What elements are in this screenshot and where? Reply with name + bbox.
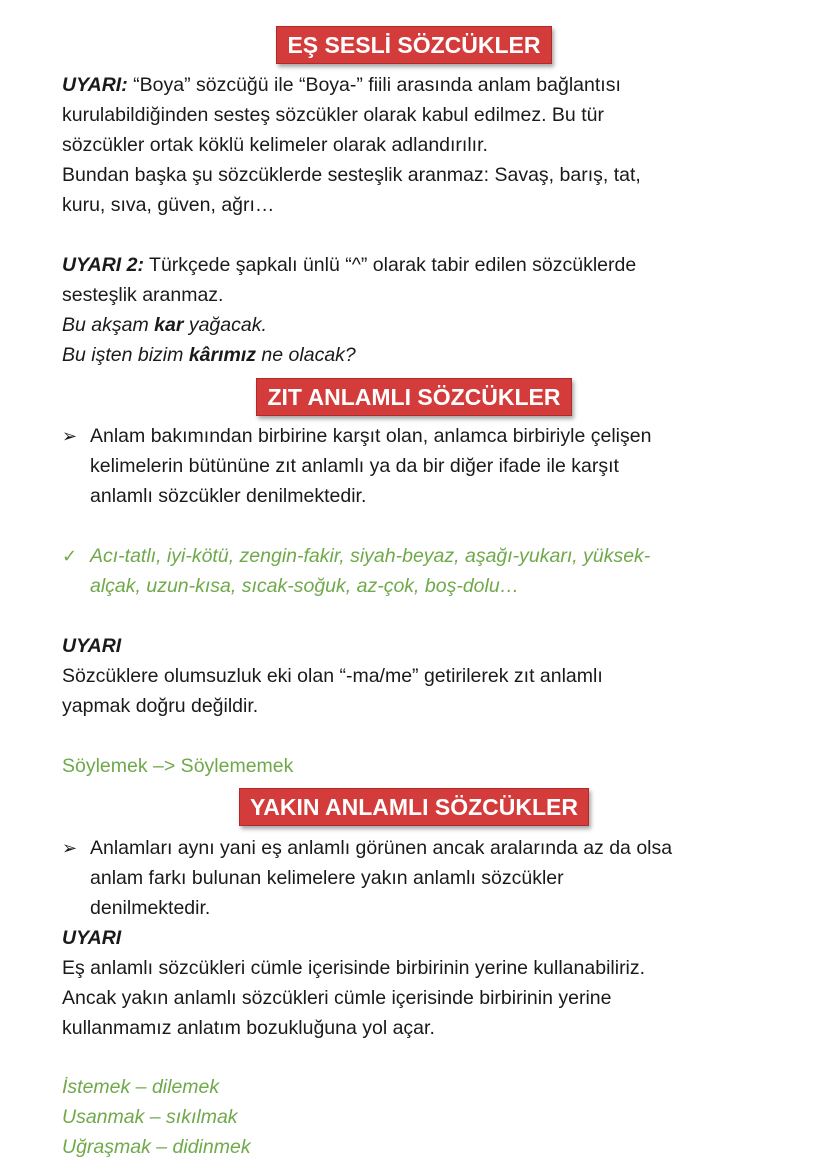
- es-sesli-line5: kuru, sıva, güven, ağrı…: [62, 194, 275, 216]
- example1-post: yağacak.: [183, 314, 267, 336]
- example2-pre: Bu işten bizim: [62, 344, 189, 366]
- es-sesli-line3: sözcükler ortak köklü kelimeler olarak adlandırılır.: [62, 134, 488, 156]
- es-sesli-title: EŞ SESLİ SÖZCÜKLER: [276, 26, 551, 64]
- es-sesli-uyari-line1: [62, 70, 621, 100]
- example1-bold: kar: [154, 314, 184, 336]
- uyari2-text: Türkçede şapkalı ünlü “^” olarak tabir edilen sözcüklerde: [143, 254, 637, 276]
- zit-example: Söylemek –> Söylememek: [62, 755, 294, 777]
- yakin-anlamli-title: YAKIN ANLAMLI SÖZCÜKLER: [239, 788, 589, 826]
- zit-anlamli-banner-wrap: [0, 378, 828, 416]
- yakin-uyari-line3: kullanmamız anlatım bozukluğuna yol açar.: [62, 1017, 435, 1039]
- uyari-label: UYARI:: [62, 74, 128, 96]
- zit-bullet-line2: kelimelerin bütününe zıt anlamlı ya da bir diğer ifade ile karşıt: [90, 455, 619, 477]
- yakin-example-3: Uğraşmak – didinmek: [62, 1136, 251, 1158]
- es-sesli-banner-wrap: [0, 26, 828, 64]
- uyari2-label: UYARI 2:: [62, 254, 144, 276]
- example2-bold: kârımız: [188, 344, 257, 366]
- check-bullet-icon: ✓: [62, 546, 78, 566]
- zit-uyari-label: UYARI: [62, 635, 122, 657]
- zit-anlamli-title: ZIT ANLAMLI SÖZCÜKLER: [256, 378, 571, 416]
- yakin-uyari-label: UYARI: [62, 927, 122, 949]
- es-sesli-example1: [62, 310, 267, 340]
- yakin-example-2: Usanmak – sıkılmak: [62, 1106, 238, 1128]
- es-sesli-line2: kurulabildiğinden sesteş sözcükler olarak kabul edilmez. Bu tür: [62, 104, 604, 126]
- arrow-bullet-icon: ➢: [62, 426, 78, 446]
- zit-bullet-line3: anlamlı sözcükler denilmektedir.: [90, 485, 367, 507]
- zit-bullet-line1: Anlam bakımından birbirine karşıt olan, anlamca birbiriyle çelişen: [90, 425, 652, 447]
- es-sesli-line4: Bundan başka şu sözcüklerde sesteşlik aranmaz: Savaş, barış, tat,: [62, 164, 641, 186]
- yakin-anlamli-banner-wrap: [0, 788, 828, 826]
- yakin-bullet-line1: Anlamları aynı yani eş anlamlı görünen ancak aralarında az da olsa: [90, 837, 673, 859]
- yakin-uyari-line2: Ancak yakın anlamlı sözcükleri cümle içerisinde birbirinin yerine: [62, 987, 612, 1009]
- example2-post: ne olacak?: [256, 344, 356, 366]
- zit-examples-line1: Acı-tatlı, iyi-kötü, zengin-fakir, siyah-beyaz, aşağı-yukarı, yüksek-: [90, 545, 651, 567]
- zit-uyari-line1: Sözcüklere olumsuzluk eki olan “-ma/me” getirilerek zıt anlamlı: [62, 665, 603, 687]
- uyari-text: “Boya” sözcüğü ile “Boya-” fiili arasında anlam bağlantısı: [127, 74, 621, 96]
- yakin-example-1: İstemek – dilemek: [62, 1076, 220, 1098]
- es-sesli-uyari2-line1: [62, 250, 636, 280]
- yakin-uyari-line1: Eş anlamlı sözcükleri cümle içerisinde birbirinin yerine kullanabiliriz.: [62, 957, 646, 979]
- yakin-bullet-line3: denilmektedir.: [90, 897, 211, 919]
- zit-uyari-line2: yapmak doğru değildir.: [62, 695, 259, 717]
- es-sesli-example2: [62, 340, 356, 370]
- arrow-bullet-icon: ➢: [62, 838, 78, 858]
- es-sesli-uyari2-line2: sesteşlik aranmaz.: [62, 284, 224, 306]
- yakin-bullet-line2: anlam farkı bulunan kelimelere yakın anlamlı sözcükler: [90, 867, 564, 889]
- zit-examples-line2: alçak, uzun-kısa, sıcak-soğuk, az-çok, boş-dolu…: [90, 575, 520, 597]
- example1-pre: Bu akşam: [62, 314, 155, 336]
